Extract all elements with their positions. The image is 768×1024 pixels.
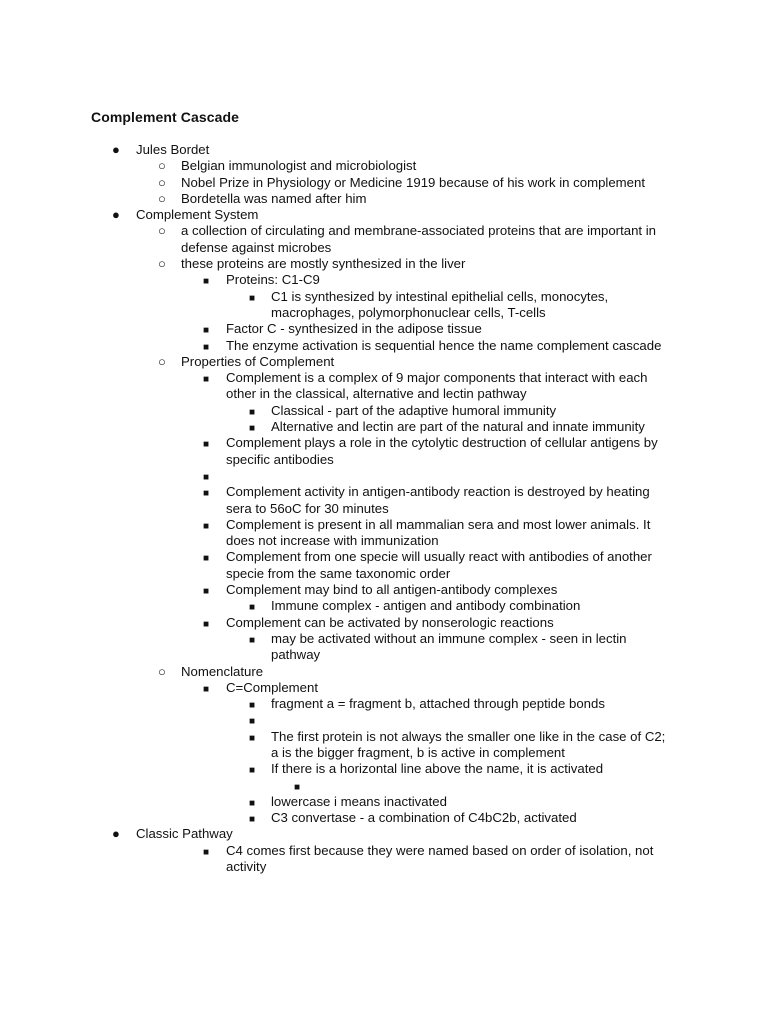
bullet-marker: ■ — [203, 325, 210, 337]
list-item-text: The enzyme activation is sequential hence the name complement cascade — [226, 337, 662, 353]
list-item — [0, 272, 768, 288]
list-item — [0, 338, 768, 354]
bullet-marker: ● — [112, 826, 120, 842]
list-item-text: Proteins: C1-C9 — [226, 272, 320, 288]
list-item — [0, 549, 768, 582]
bullet-marker: ■ — [203, 276, 210, 288]
list-item-text: Nomenclature — [181, 663, 264, 679]
list-item-text: Immune complex - antigen and antibody combination — [271, 598, 581, 614]
bullet-marker: ■ — [203, 553, 210, 565]
list-item-text: Complement System — [136, 207, 259, 223]
list-item — [0, 598, 768, 614]
bullet-marker: ■ — [249, 797, 256, 809]
list-item-text: may be activated without an immune complex - seen in lectin pathway — [271, 630, 627, 663]
list-item-text: Complement plays a role in the cytolytic destruction of cellular antigens by specific antibodies — [226, 435, 658, 467]
list-item — [0, 321, 768, 337]
list-item-text: these proteins are mostly synthesized in the liver — [181, 256, 466, 272]
page-title: Complement Cascade — [91, 109, 240, 125]
list-item-text: C=Complement — [226, 679, 318, 695]
list-item-text: Complement is present in all mammalian sera and most lower animals. It does not increase with immunization — [226, 516, 651, 549]
list-item — [0, 729, 768, 762]
list-item — [0, 712, 768, 728]
list-item-text: Bordetella was named after him — [181, 190, 367, 206]
bullet-marker: ● — [112, 142, 120, 157]
list-item — [0, 615, 768, 631]
bullet-marker: ■ — [249, 292, 256, 304]
bullet-marker: ○ — [158, 256, 166, 272]
bullet-marker: ■ — [203, 471, 210, 483]
bullet-marker: ■ — [249, 765, 256, 777]
bullet-marker: ■ — [249, 602, 256, 614]
list-item — [0, 354, 768, 370]
list-item — [0, 191, 768, 207]
bullet-marker: ■ — [249, 716, 256, 728]
list-item — [0, 517, 768, 550]
list-item — [0, 175, 768, 191]
list-item — [0, 403, 768, 419]
list-item-text: Properties of Complement — [181, 353, 335, 369]
bullet-marker: ■ — [203, 439, 210, 451]
bullet-marker: ■ — [203, 520, 210, 532]
list-item — [0, 843, 768, 876]
list-item — [0, 582, 768, 598]
bullet-marker: ■ — [249, 700, 256, 712]
bullet-marker: ■ — [203, 683, 210, 695]
list-item — [0, 664, 768, 680]
bullet-marker: ■ — [203, 846, 210, 858]
bullet-marker: ■ — [249, 634, 256, 646]
list-item — [0, 370, 768, 403]
bullet-marker: ■ — [294, 781, 301, 793]
list-item — [0, 794, 768, 810]
list-item-text: Complement can be activated by nonserologic reactions — [226, 614, 554, 630]
bullet-marker: ○ — [158, 223, 166, 239]
list-item — [0, 435, 768, 468]
list-item — [0, 207, 768, 223]
list-item — [0, 289, 768, 322]
bullet-marker: ■ — [203, 586, 210, 598]
list-item — [0, 631, 768, 664]
list-item — [0, 778, 768, 794]
bullet-marker: ● — [112, 207, 120, 223]
list-item — [0, 256, 768, 272]
list-item — [0, 826, 768, 842]
bullet-marker: ■ — [249, 814, 256, 826]
list-item — [0, 761, 768, 777]
list-item-text: C4 comes first because they were named based on order of isolation, not activity — [226, 842, 654, 875]
list-item-text: Classic Pathway — [136, 826, 233, 842]
bullet-marker: ■ — [249, 406, 256, 418]
list-item-text: Complement may bind to all antigen-antibody complexes — [226, 582, 558, 598]
notes-list — [0, 142, 768, 875]
list-item-text: Classical - part of the adaptive humoral immunity — [271, 402, 557, 418]
bullet-marker: ■ — [203, 488, 210, 500]
list-item-text: Nobel Prize in Physiology or Medicine 1919 because of his work in complement — [181, 174, 645, 190]
list-item — [0, 468, 768, 484]
bullet-marker: ○ — [158, 663, 166, 679]
list-item — [0, 680, 768, 696]
bullet-marker: ○ — [158, 158, 166, 174]
list-item — [0, 142, 768, 158]
list-item-text: Belgian immunologist and microbiologist — [181, 158, 417, 174]
list-item-text: lowercase i means inactivated — [271, 793, 447, 809]
list-item-text: C3 convertase - a combination of C4bC2b, activated — [271, 810, 577, 826]
list-item — [0, 419, 768, 435]
list-item — [0, 158, 768, 174]
list-item-text: fragment a = fragment b, attached through peptide bonds — [271, 696, 605, 712]
list-item-text: Alternative and lectin are part of the natural and innate immunity — [271, 419, 645, 435]
list-item — [0, 810, 768, 826]
list-item-text: Complement from one specie will usually react with antibodies of another specie from the same taxonomic order — [226, 549, 652, 581]
bullet-marker: ○ — [158, 174, 166, 190]
list-item-text: Complement is a complex of 9 major components that interact with each other in the classical, alternative and lectin pathway — [226, 370, 648, 402]
bullet-marker: ■ — [249, 732, 256, 744]
list-item — [0, 696, 768, 712]
list-item-text: Jules Bordet — [136, 142, 210, 157]
bullet-marker: ○ — [158, 190, 166, 206]
list-item-text: If there is a horizontal line above the name, it is activated — [271, 761, 604, 777]
list-item-text: C1 is synthesized by intestinal epithelial cells, monocytes, macrophages, polymorphonuclear cells, T-cells — [271, 288, 609, 320]
list-item-text: Complement activity in antigen-antibody reaction is destroyed by heating sera to 56oC for 30 minutes — [226, 484, 650, 516]
list-item — [0, 223, 768, 256]
list-item-text: The first protein is not always the smaller one like in the case of C2; a is the bigger fragment, b is active in complement — [271, 728, 666, 760]
bullet-marker: ■ — [203, 374, 210, 386]
list-item — [0, 484, 768, 517]
bullet-marker: ■ — [203, 618, 210, 630]
bullet-marker: ○ — [158, 353, 166, 369]
list-item-text: a collection of circulating and membrane-associated proteins that are important in defense against microbes — [181, 223, 657, 255]
list-item-text: Factor C - synthesized in the adipose tissue — [226, 321, 482, 337]
bullet-marker: ■ — [203, 341, 210, 353]
bullet-marker: ■ — [249, 423, 256, 435]
